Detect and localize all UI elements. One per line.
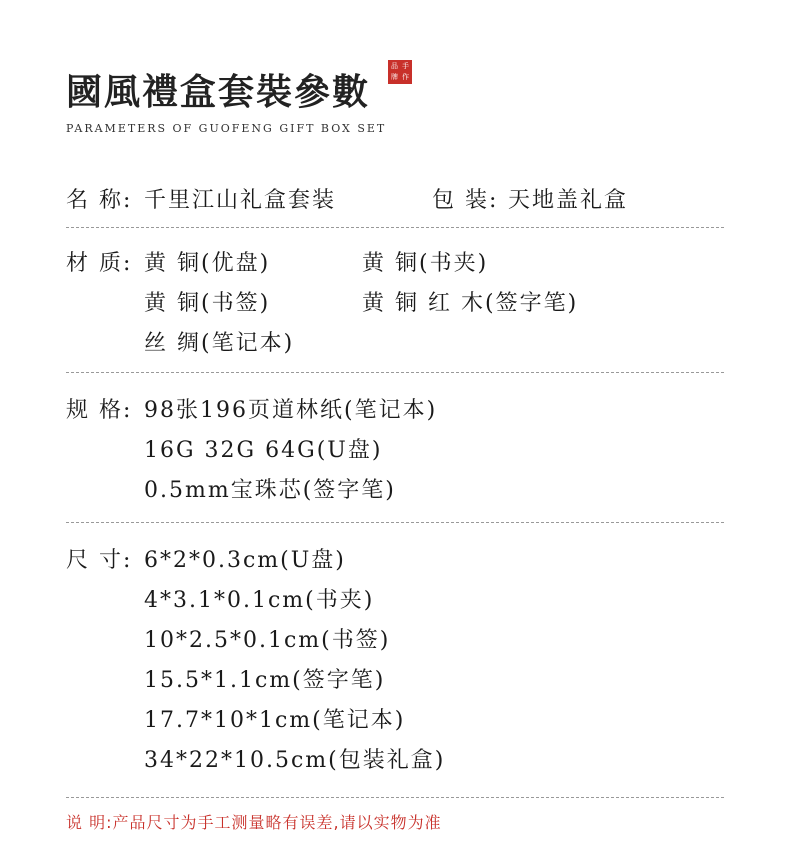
divider bbox=[66, 227, 724, 228]
name-label: 名 称: bbox=[66, 188, 133, 213]
divider bbox=[66, 372, 724, 373]
size-item: 6*2*0.3cm(U盘) bbox=[144, 548, 346, 573]
size-item: 10*2.5*0.1cm(书签) bbox=[144, 628, 391, 653]
package-value: 天地盖礼盒 bbox=[508, 188, 629, 213]
spec-item: 16G 32G 64G(U盘) bbox=[144, 438, 383, 463]
size-label: 尺 寸: bbox=[66, 548, 133, 573]
size-item: 15.5*1.1cm(签字笔) bbox=[144, 668, 386, 693]
name-value: 千里江山礼盒套装 bbox=[144, 188, 337, 213]
seal-char: 手 bbox=[402, 62, 409, 70]
material-item: 黄 铜(书夹) bbox=[362, 251, 489, 276]
material-item: 黄 铜(优盘) bbox=[144, 251, 271, 276]
spec-item: 0.5mm宝珠芯(签字笔) bbox=[144, 478, 396, 503]
package-label: 包 装: bbox=[432, 188, 499, 213]
seal-char: 作 bbox=[402, 73, 409, 81]
size-item: 4*3.1*0.1cm(书夹) bbox=[144, 588, 375, 613]
size-item: 17.7*10*1cm(笔记本) bbox=[144, 708, 406, 733]
seal-stamp bbox=[388, 60, 412, 84]
size-item: 34*22*10.5cm(包装礼盒) bbox=[144, 748, 446, 773]
page-subtitle: PARAMETERS OF GUOFENG GIFT BOX SET bbox=[66, 122, 387, 135]
seal-char: 牌 bbox=[391, 73, 398, 81]
divider bbox=[66, 797, 724, 798]
material-item: 黄 铜(书签) bbox=[144, 291, 271, 316]
seal-char: 品 bbox=[391, 62, 398, 70]
divider bbox=[66, 522, 724, 523]
spec-item: 98张196页道林纸(笔记本) bbox=[144, 398, 438, 423]
material-item: 丝 绸(笔记本) bbox=[144, 331, 295, 356]
page-title: 國風禮盒套裝參數 bbox=[66, 71, 371, 113]
material-label: 材 质: bbox=[66, 251, 133, 276]
spec-label: 规 格: bbox=[66, 398, 133, 423]
disclaimer-note: 说 明:产品尺寸为手工测量略有误差,请以实物为准 bbox=[66, 813, 442, 832]
material-item: 黄 铜 红 木(签字笔) bbox=[362, 291, 579, 316]
